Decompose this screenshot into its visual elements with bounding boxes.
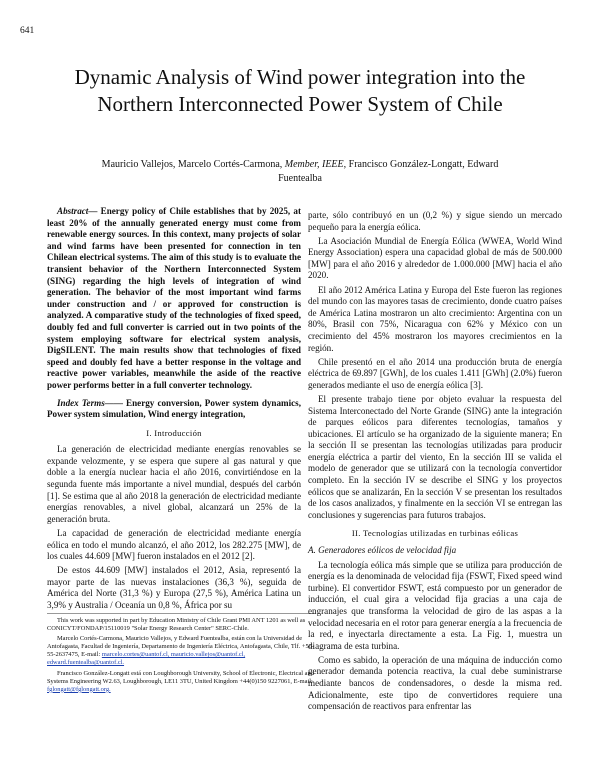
section-heading-tecnologias: II. Tecnologías utilizadas en turbinas eólicas: [351, 528, 519, 539]
footnotes: [47, 613, 315, 696]
abstract-label: Abstract—: [57, 206, 98, 216]
author-names-line2: Fuentealba: [278, 173, 322, 184]
section-heading-introduccion: I. Introducción: [146, 427, 202, 438]
email-link[interactable]: fglongatt@fglongatt.org.: [47, 685, 111, 693]
left-column: [47, 206, 301, 614]
footnote-funding: This work was supported in part by Education Ministry of Chile Grant PMI ANT 1201 as well as CONICYT/FONDAP/15110019 "Solar Energy Research Center" SERC-Chile.: [47, 617, 306, 633]
body-paragraph: Chile presentó en el año 2014 una producción bruta de energía eléctrica de 69.897 [GWh], de los cuales 1.411 [GWh] (2.0%) fueron generados mediante el uso de energía eólica [3].: [308, 356, 562, 390]
index-terms-text: —— Energy conversion, Power system dynamics, Power system simulation, Wind energy integration,: [47, 397, 301, 420]
footnote-affiliation-text: Marcelo Cortés-Carmona, Mauricio Vallejos, y Edward Fuentealba, están con la Universidad de Antofagasta, Facultad de Ingeniería, Departamento de Ingeniería Eléctrica, Antofagasta, Chile, Tlf. +56-55-2637475, E-mail:: [47, 635, 314, 659]
right-column: [308, 210, 562, 715]
author-list: [80, 158, 520, 186]
author-names: Mauricio Vallejos, Marcelo Cortés-Carmona,: [101, 159, 285, 170]
author-names-rest: Francisco González-Longatt, Edward: [346, 159, 499, 170]
body-paragraph: parte, sólo contribuyó en un (0,2 %) y sigue siendo un mercado pequeño para la energía eólica.: [308, 210, 562, 232]
body-paragraph: La tecnología eólica más simple que se utiliza para producción de energía es la denominada de velocidad fija (FSWT, Fixed speed wind turbine). El convertidor FSWT, está compuesto por un generador de inducción, el cual gira a velocidad fija gracias a una caja de engranajes que transforma la velocidad de giro de las aspas a la velocidad necesaria en el rotor para generar energía a la frecuencia de la red, e inyectarla directamente a esta. La Fig. 1, muestra un diagrama de esta turbina.: [308, 559, 562, 651]
body-paragraph: La Asociación Mundial de Energía Eólica (WWEA, World Wind Energy Association) espera una capacidad global de más de 500.000 [MW] para el año 2016 y alrededor de 1.000.000 [MW] hacia el año 2020.: [308, 235, 562, 281]
body-paragraph: El año 2012 América Latina y Europa del Este fueron las regiones del mundo con las mayores tasas de crecimiento, donde cuatro países de América Latina mostraron un alto crecimiento: Argentina con un 80%, Brasil con 75%, Nicaragua con 62% y México con un crecimiento del 45% mostraron los mayores crecimientos en la región.: [308, 284, 562, 353]
abstract: [47, 206, 301, 392]
footnote-affiliation-text: Francisco González-Longatt está con Loughborough University, School of Electronic, Electrical and Systems Engineering W2.63, Loughborough, LE11 3TU, United Kingdom +44(0)150 9227061, E-mail:: [47, 669, 314, 685]
index-terms-label: Index Terms: [57, 397, 105, 408]
author-membership: Member, IEEE,: [284, 159, 347, 170]
intro-paragraph: De estos 44.609 [MW] instalados el 2012, Asia, representó la mayor parte de las nuevas instalaciones (36,3 %), seguida de América del Norte (31,3 %) y Europa (27,5 %), América Latina un 3,9% y Australia / Oceanía un 0,8 %, África por su: [47, 565, 301, 610]
email-link[interactable]: marcelo.cortes@uantof.cl, mauricio.vallejos@uantof.cl, edward.fuentealba@uantof.cl.: [47, 651, 246, 667]
index-terms: [47, 398, 301, 421]
abstract-text: Energy policy of Chile establishes that by 2025, at least 20% of the annually generated energy must come from renewable energy sources. In this context, many projects of solar and wind farms have been presented for connection in ten Chilean electrical systems. The aim of this study is to evaluate the transient behavior of the Northern Interconnected System (SING) regarding the high levels of integration of wind generation. The behavior of the most important wind farms under construction and / or approved for construction is analyzed. A comparative study of the technologies of fixed speed, doubly fed and full converter is carried out in two points of the system employing software for electrical system analysis, DigSILENT. The main results show that technologies of fixed speed and doubly fed have a better response in the voltage and reactive power variables, meanwhile the aside of the reactive power performs better in a full converter technology.: [47, 206, 301, 390]
body-paragraph: El presente trabajo tiene por objeto evaluar la respuesta del Sistema Interconectado del Norte Grande (SING) ante la integración de parques eólicos para diferentes tecnologías, tamaños y ubicaciones. El artículo se ha organizado de la siguiente manera; En la sección II se presentan las tecnologías utilizadas para producir energía eléctrica a partir del viento, En la sección III se valida el modelo de generador que se utilizará con la tecnología convertidor completo. En la sección IV se describe el SING y los proyectos eólicos que se analizarán, En la sección V se presentan los resultados de los casos analizados, y finalmente en la sección VI se entregan las conclusiones y sugerencias para futuros trabajos.: [308, 393, 562, 520]
paper-title: Dynamic Analysis of Wind power integration into the Northern Interconnected Power System of Chile: [74, 65, 526, 116]
body-paragraph: Como es sabido, la operación de una máquina de inducción como generador demanda potencia reactiva, la cual debe suministrarse mediante bancos de condensadores, o desde la misma red. Adicionalmente, este tipo de convertidores requiere una compensación de reactivos para enfrentar las: [308, 654, 562, 712]
page-number: 641: [20, 26, 35, 36]
footnote-affiliation-uantof: [47, 635, 315, 667]
footnote-affiliation-loughborough: [47, 670, 315, 694]
intro-paragraph: La capacidad de generación de electricidad mediante energía eólica en todo el mundo alcanzó, el año 2012, los 282.275 [MW], de los cuales 44.609 [MW] fueron instalados en el 2012 [2].: [47, 527, 301, 562]
subsection-heading-velocidad-fija: A. Generadores eólicos de velocidad fija: [308, 545, 457, 556]
intro-paragraph: La generación de electricidad mediante energías renovables se expande velozmente, y se espera que supere al gas natural y que doble a la energía nuclear hacia el año 2016, convirtiéndose en la segunda fuente más importante a nivel mundial, después del carbón [1]. Se estima que al año 2018 la generación de electricidad mediante energías renovables, a nivel global, alcanzará un 25% de la generación bruta.: [47, 444, 301, 524]
